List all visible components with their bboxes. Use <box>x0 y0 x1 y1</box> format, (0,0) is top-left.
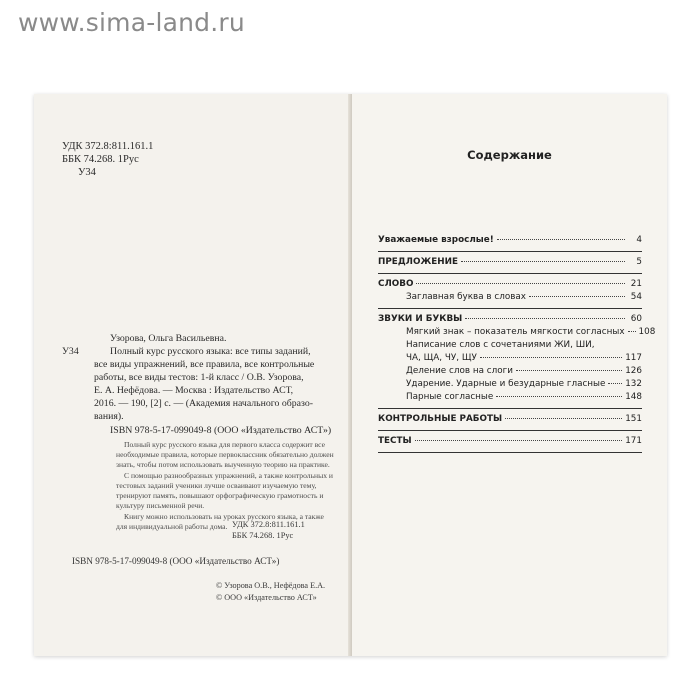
toc-leader <box>608 383 622 384</box>
toc-leader <box>415 440 623 441</box>
isbn-main: ISBN 978-5-17-099049-8 (ООО «Издательство АСТ») <box>110 425 332 436</box>
copyright-authors: © Узорова О.В., Нефёдова Е.А. <box>216 581 326 590</box>
toc-label: Парные согласные <box>406 392 494 402</box>
classification-bottom <box>232 520 305 541</box>
catalog-body <box>62 345 334 423</box>
classification-block <box>62 140 153 179</box>
catalog-line: вания). <box>94 411 124 422</box>
toc-leader <box>529 296 625 297</box>
toc-subentry <box>378 326 656 339</box>
toc-leader <box>628 331 636 332</box>
toc-leader <box>516 370 622 371</box>
toc-label: ТЕСТЫ <box>378 436 412 446</box>
toc-page: 171 <box>625 436 642 446</box>
annotation-paragraph: Книгу можно использовать на уроках русского языка, а также для индивидуальной работы дома. <box>116 512 324 531</box>
toc-page: 4 <box>636 235 642 245</box>
toc-divider <box>378 273 642 274</box>
toc-entry <box>378 256 642 269</box>
toc-subentry <box>378 365 642 378</box>
toc-divider <box>378 430 642 431</box>
toc-page: 5 <box>636 257 642 267</box>
toc-page: 60 <box>630 314 642 324</box>
bbk-code: ББК 74.268. 1Рус <box>62 154 139 165</box>
site-url: www.sima-land.ru <box>18 8 245 37</box>
toc-label: Уважаемые взрослые! <box>378 235 494 245</box>
toc-leader <box>480 357 622 358</box>
toc-divider <box>378 251 642 252</box>
bbk-code-bottom: ББК 74.268. 1Рус <box>232 530 294 540</box>
catalog-code: У34 <box>62 346 79 357</box>
toc-page: 151 <box>625 414 642 424</box>
toc-label: ПРЕДЛОЖЕНИЕ <box>378 257 458 267</box>
catalog-record <box>62 332 334 437</box>
udk-code: УДК 372.8:811.161.1 <box>62 141 154 152</box>
isbn-bottom: ISBN 978-5-17-099049-8 (ООО «Издательство АСТ») <box>72 556 280 566</box>
toc-label: Ударение. Ударные и безударные гласные <box>406 379 606 389</box>
toc-subentry <box>378 291 642 304</box>
contents-page <box>352 94 667 656</box>
toc-label: Мягкий знак – показатель мягкости согласных <box>406 327 625 337</box>
toc-leader <box>465 318 625 319</box>
imprint-page <box>34 94 350 656</box>
udk-code-bottom: УДК 372.8:811.161.1 <box>232 520 305 529</box>
toc-leader <box>505 418 622 419</box>
toc-page: 54 <box>630 292 642 302</box>
toc-subentry-continued: Написание слов с сочетаниями ЖИ, ШИ, <box>406 340 595 350</box>
toc-entry <box>378 435 642 448</box>
author-mark: У34 <box>78 167 96 178</box>
toc-leader <box>497 239 625 240</box>
toc-divider <box>378 408 642 409</box>
toc-divider <box>378 308 642 309</box>
toc-entry <box>378 313 642 326</box>
toc-leader <box>416 283 625 284</box>
toc-divider <box>378 452 642 453</box>
toc-entry <box>378 413 642 426</box>
toc-subentry <box>378 352 642 365</box>
annotation-paragraph: Полный курс русского языка для первого класса содержит все необходимые правила, которые первоклассник обязательно должен знать, чтобы потом использовать выученную теорию на практике. <box>116 440 334 469</box>
catalog-line: Полный курс русского языка: все типы заданий, <box>110 346 311 357</box>
catalog-author: Узорова, Ольга Васильевна. <box>110 333 227 344</box>
catalog-line: 2016. — 190, [2] с. — (Академия начального образо- <box>94 398 314 409</box>
toc-label: Деление слов на слоги <box>406 366 513 376</box>
catalog-line: Е. А. Нефёдова. — Москва : Издательство АСТ, <box>94 385 294 396</box>
toc-label: ЗВУКИ И БУКВЫ <box>378 314 463 324</box>
copyright-publisher: © ООО «Издательство АСТ» <box>216 592 317 602</box>
toc-label: ЧА, ЩА, ЧУ, ЩУ <box>406 353 477 363</box>
toc-page: 132 <box>625 379 642 389</box>
toc-page: 117 <box>625 353 642 363</box>
contents-title: Содержание <box>467 148 552 162</box>
toc-leader <box>461 261 625 262</box>
toc-subentry <box>378 391 642 404</box>
table-of-contents <box>378 234 656 457</box>
catalog-line: работы, все виды тестов: 1-й класс / О.В. Узорова, <box>94 372 304 383</box>
toc-subentry <box>378 378 642 391</box>
toc-leader <box>496 396 622 397</box>
catalog-line: все виды упражнений, все правила, все контрольные <box>94 359 315 370</box>
toc-page: 21 <box>630 279 642 289</box>
annotation-paragraph: С помощью разнообразных упражнений, а также контрольных и тестовых заданий ученики лучше осваивают изучаемую тему, тренируют память, повышают орфографическую грамотность и культуру письменной речи. <box>116 471 333 510</box>
book-spread <box>34 94 667 656</box>
toc-page: 148 <box>625 392 642 402</box>
copyright-block <box>216 580 325 603</box>
toc-page: 126 <box>625 366 642 376</box>
catalog-description <box>94 345 334 423</box>
toc-entry <box>378 234 642 247</box>
toc-label: СЛОВО <box>378 279 414 289</box>
toc-entry <box>378 278 642 291</box>
toc-page: 108 <box>638 327 656 337</box>
toc-label: Заглавная буква в словах <box>406 292 526 302</box>
toc-label: КОНТРОЛЬНЫЕ РАБОТЫ <box>378 414 503 424</box>
